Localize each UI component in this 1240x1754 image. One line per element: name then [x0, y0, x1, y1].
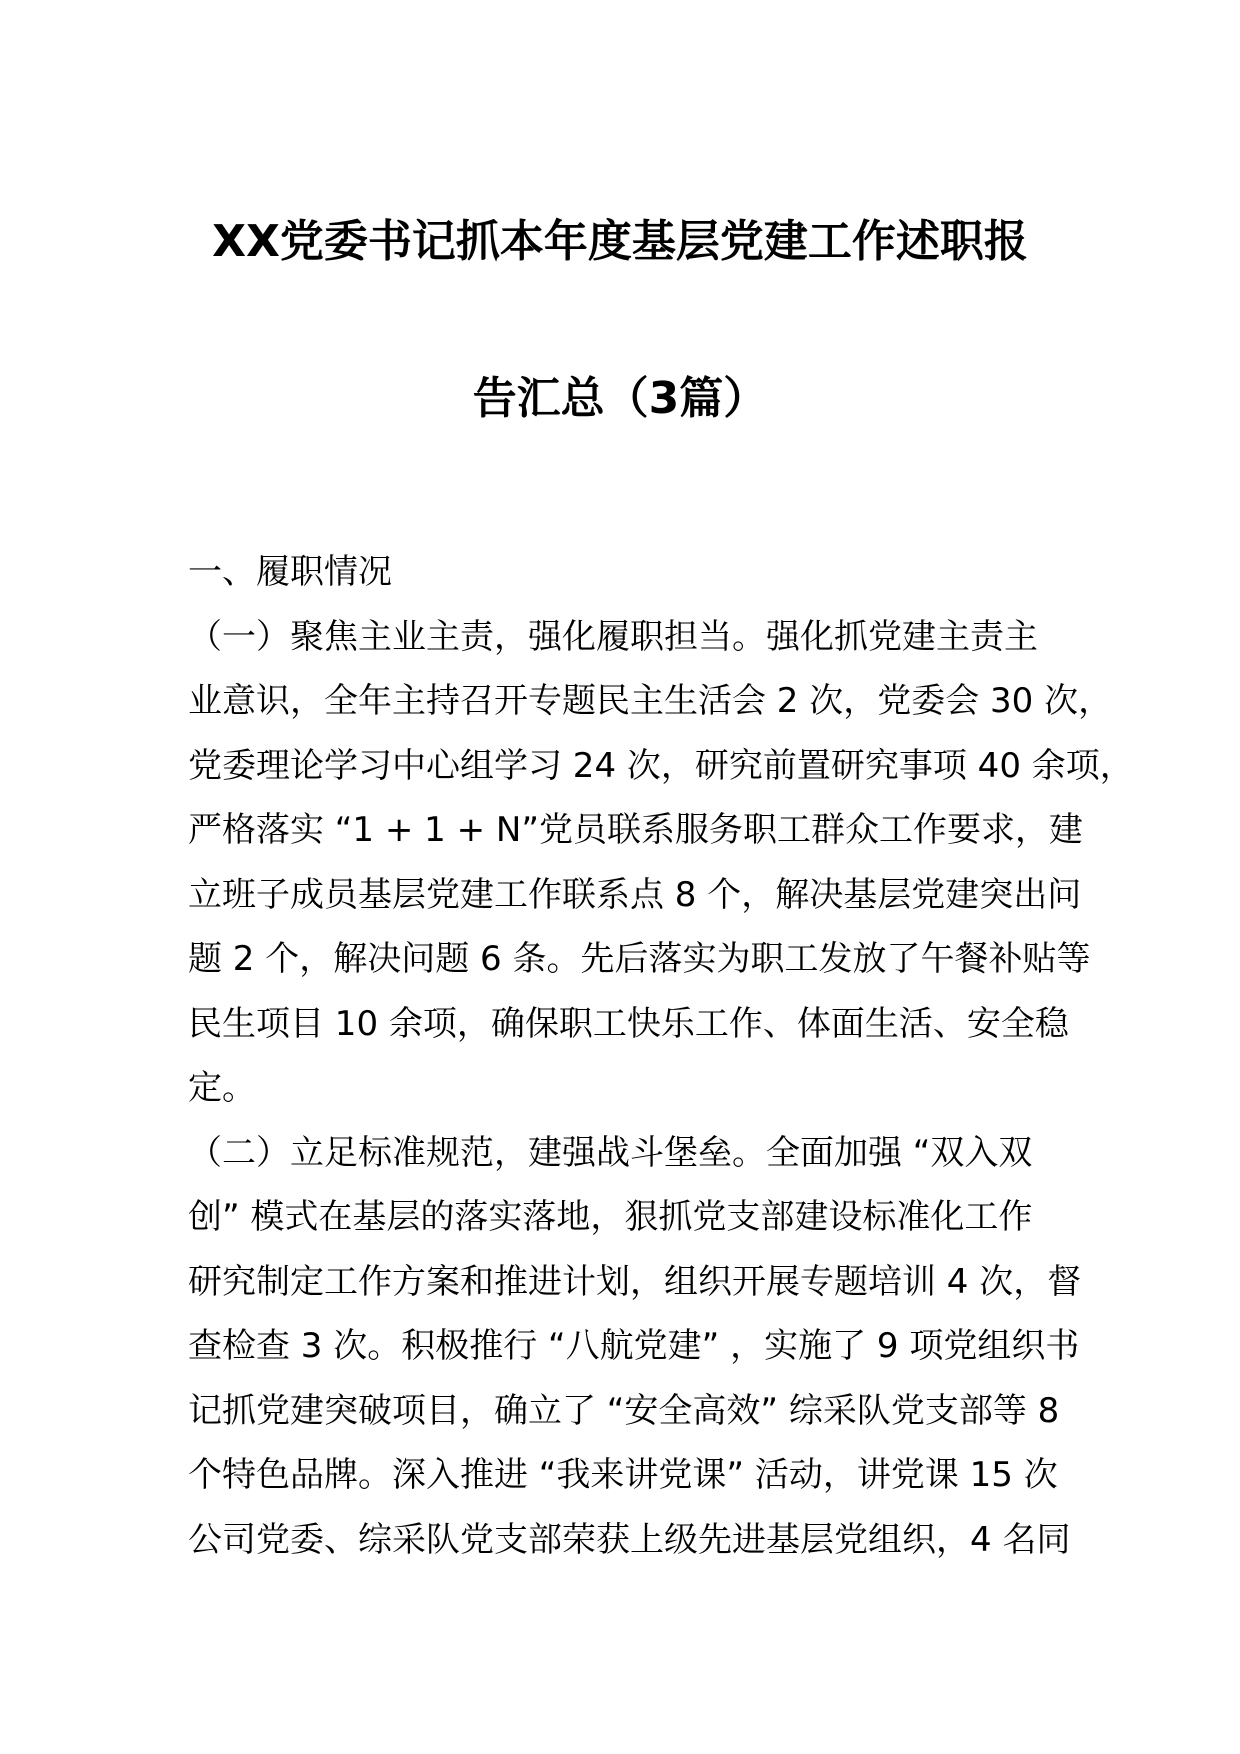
paragraph-line: 个特色品牌。深入推进 “我来讲党课” 活动，讲党课 15 次 [188, 1455, 1058, 1495]
paragraph-line: 记抓党建突破项目，确立了 “安全高效” 综采队党支部等 8 [188, 1390, 1060, 1431]
paragraph-line: 立班子成员基层党建工作联系点 8 个，解决基层党建突出问 [188, 874, 1082, 915]
paragraph-line: （一）聚焦主业主责，强化履职担当。强化抓党建主责主 [188, 616, 1038, 657]
paragraph-line: 民生项目 10 余项，确保职工快乐工作、体面生活、安全稳 [188, 1003, 1069, 1044]
paragraph-line: 党委理论学习中心组学习 24 次，研究前置研究事项 40 余项， [188, 745, 1134, 786]
paragraph-line: 研究制定工作方案和推进计划，组织开展专题培训 4 次，督 [188, 1261, 1082, 1302]
paragraph-line: 业意识，全年主持召开专题民主生活会 2 次，党委会 30 次， [188, 681, 1113, 721]
paragraph-line: 定。 [188, 1068, 256, 1108]
document-body [188, 540, 1134, 1572]
paragraph-line: 创” 模式在基层的落实落地，狠抓党支部建设标准化工作 [188, 1197, 1033, 1237]
document-title-line-1: XX党委书记抓本年度基层党建工作述职报 [212, 216, 1028, 267]
section-heading: 一、履职情况 [188, 552, 392, 592]
document-title-line-2: 告汇总（3篇） [472, 373, 768, 424]
paragraph-line: 严格落实 “1 + 1 + N”党员联系服务职工群众工作要求，建 [188, 810, 1083, 850]
paragraph-line: 题 2 个，解决问题 6 条。先后落实为职工发放了午餐补贴等 [188, 939, 1091, 979]
paragraph-line: 公司党委、综采队党支部荣获上级先进基层党组织，4 名同 [188, 1519, 1071, 1560]
paragraph-line: 查检查 3 次。积极推行 “八航党建” ，实施了 9 项党组织书 [188, 1326, 1080, 1366]
paragraph-line: （二）立足标准规范，建强战斗堡垒。全面加强 “双入双 [188, 1132, 1033, 1173]
